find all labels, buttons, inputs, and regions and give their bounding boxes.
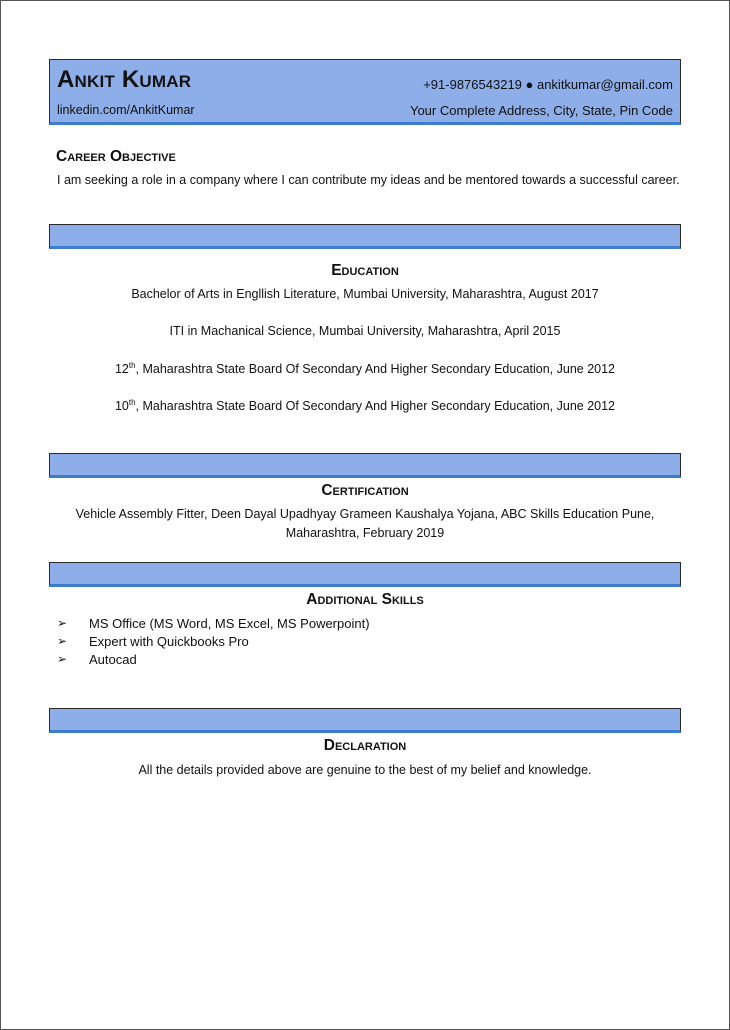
arrow-bullet-icon: ➢ (57, 652, 68, 666)
education-item: Bachelor of Arts in Engllish Literature, Mumbai University, Maharashtra, August 2017 (131, 287, 599, 301)
education-item (49, 399, 681, 413)
education-item (49, 362, 681, 376)
education-item: ITI in Machanical Science, Mumbai University, Maharashtra, April 2015 (169, 324, 561, 338)
section-divider-band (49, 708, 681, 733)
section-divider-band (49, 453, 681, 478)
arrow-bullet-icon: ➢ (57, 634, 68, 648)
skill-text: MS Office (MS Word, MS Excel, MS Powerpoint) (89, 616, 370, 631)
education-detail: , Maharashtra State Board Of Secondary And Higher Secondary Education, June 2012 (135, 399, 616, 413)
certification-heading: Certification (321, 482, 409, 499)
career-objective-heading: Career Objective (56, 148, 176, 165)
section-divider-band (49, 224, 681, 249)
arrow-bullet-icon: ➢ (57, 616, 68, 630)
additional-skills-heading: Additional Skills (306, 591, 424, 608)
career-objective-text: I am seeking a role in a company where I can contribute my ideas and be mentored towards a successful career. (57, 173, 680, 187)
contact-phone-email: +91-9876543219 ● ankitkumar@gmail.com (423, 77, 673, 92)
address: Your Complete Address, City, State, Pin Code (409, 103, 673, 118)
education-grade: 10 (114, 399, 129, 413)
education-grade: 12 (114, 362, 129, 376)
certification-line-1: Vehicle Assembly Fitter, Deen Dayal Upadhyay Grameen Kaushalya Yojana, ABC Skills Education Pune, (75, 507, 655, 521)
skill-text: Autocad (89, 652, 137, 667)
ordinal-suffix: th (128, 360, 136, 370)
declaration-text: All the details provided above are genuine to the best of my belief and knowledge. (138, 763, 592, 777)
education-heading: Education (331, 262, 399, 279)
education-detail: , Maharashtra State Board Of Secondary And Higher Secondary Education, June 2012 (135, 362, 616, 376)
section-divider-band (49, 562, 681, 587)
candidate-name: Ankit Kumar (57, 66, 192, 93)
ordinal-suffix: th (128, 397, 136, 407)
linkedin-link[interactable]: linkedin.com/AnkitKumar (57, 103, 195, 117)
certification-line-2: Maharashtra, February 2019 (285, 526, 445, 540)
header-band (49, 59, 681, 125)
skill-text: Expert with Quickbooks Pro (89, 634, 249, 649)
declaration-heading: Declaration (323, 737, 407, 754)
